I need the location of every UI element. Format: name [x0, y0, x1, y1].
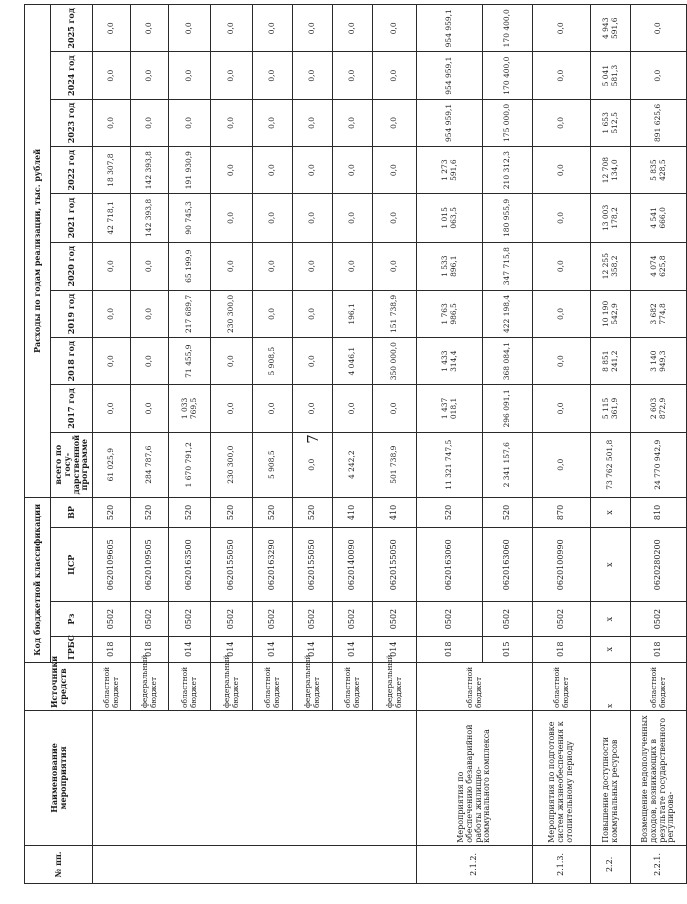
cell-year-value: 0,0 [253, 242, 293, 290]
cell-year-value: 0,0 [211, 338, 253, 385]
cell-csr: 0620163290 [253, 528, 293, 602]
cell-rz: 0502 [253, 602, 293, 636]
cell-total: 0,0 [533, 432, 591, 497]
cell-year-value: 0,0 [131, 242, 169, 290]
header-year: 2020 год [51, 242, 93, 290]
cell-year-value: 1 015 063,5 [417, 194, 483, 242]
cell-year-value: 0,0 [293, 385, 333, 432]
cell-year-value: 0,0 [211, 242, 253, 290]
cell-year-value: 296 091,1 [483, 385, 533, 432]
header-year: 2024 год [51, 52, 93, 99]
cell-year-value: 0,0 [211, 5, 253, 53]
cell-total: 0,0 [293, 432, 333, 497]
cell-total: 11 321 747,5 [417, 432, 483, 497]
cell-year-value: 954 959,1 [417, 5, 483, 53]
cell-csr: 0620109505 [131, 528, 169, 602]
cell-year-value: 0,0 [333, 385, 373, 432]
cell-vr: 520 [93, 497, 131, 527]
cell-rz: х [591, 602, 631, 636]
cell-year-value: 0,0 [131, 52, 169, 99]
header-sources: Источники средств [25, 662, 93, 710]
cell-name: Мероприятия по подготовке систем жизнеобеспечения к отопительному периоду [533, 711, 591, 846]
cell-total: 284 787,6 [131, 432, 169, 497]
budget-table-sheet [24, 4, 676, 884]
cell-csr: 0620155050 [211, 528, 253, 602]
cell-total: 1 670 791,2 [169, 432, 211, 497]
cell-name: Возмещение недополученных доходов, возникающих в результате государственного регулирова- [631, 711, 687, 846]
cell-year-value: 0,0 [131, 338, 169, 385]
cell-year-value: 0,0 [333, 242, 373, 290]
cell-year-value: 0,0 [93, 242, 131, 290]
cell-rz: 0502 [131, 602, 169, 636]
cell-year-value: 422 198,4 [483, 290, 533, 337]
cell-csr: 0620163060 [417, 528, 483, 602]
cell-year-value: 0,0 [533, 338, 591, 385]
cell-rz: 0502 [417, 602, 483, 636]
table-row [533, 5, 591, 884]
page-number: 7 [303, 434, 322, 444]
cell-csr: 0620280200 [631, 528, 687, 602]
cell-num: 2.1.3. [533, 845, 591, 883]
cell-year-value: 0,0 [253, 194, 293, 242]
cell-year-value: 3 140 949,3 [631, 338, 687, 385]
cell-year-value: 0,0 [293, 147, 333, 194]
table-row [591, 5, 631, 884]
cell-year-value: 0,0 [93, 338, 131, 385]
cell-vr: 520 [211, 497, 253, 527]
cell-csr: 0620109605 [93, 528, 131, 602]
cell-year-value: 0,0 [293, 338, 333, 385]
cell-year-value: 891 625,6 [631, 99, 687, 146]
cell-year-value: 0,0 [211, 385, 253, 432]
cell-rz: 0502 [93, 602, 131, 636]
cell-year-value: 180 955,9 [483, 194, 533, 242]
cell-year-value: 5 115 361,9 [591, 385, 631, 432]
cell-num: 2.2.1. [631, 845, 687, 883]
cell-year-value: 0,0 [333, 52, 373, 99]
cell-year-value: 0,0 [293, 242, 333, 290]
cell-rz: 0502 [333, 602, 373, 636]
cell-year-value: 0,0 [533, 52, 591, 99]
cell-year-value: 170 400,0 [483, 52, 533, 99]
cell-total: 73 762 501,8 [591, 432, 631, 497]
cell-total: 230 300,0 [211, 432, 253, 497]
cell-csr: 0620140090 [333, 528, 373, 602]
cell-year-value: 0,0 [93, 385, 131, 432]
cell-csr: 0620163500 [169, 528, 211, 602]
cell-source: областной бюджет [169, 662, 211, 710]
cell-year-value: 0,0 [93, 99, 131, 146]
cell-year-value: 0,0 [631, 5, 687, 53]
cell-vr: 520 [169, 497, 211, 527]
cell-year-value: 1 763 986,5 [417, 290, 483, 337]
cell-year-value: 0,0 [131, 99, 169, 146]
cell-year-value: 0,0 [533, 5, 591, 53]
cell-year-value: 142 393,8 [131, 194, 169, 242]
cell-year-value: 0,0 [93, 290, 131, 337]
cell-year-value: 0,0 [131, 385, 169, 432]
cell-source: областной бюджет [93, 662, 131, 710]
cell-year-value: 5 835 428,5 [631, 147, 687, 194]
cell-grbs: 014 [293, 636, 333, 662]
cell-source: областной бюджет [333, 662, 373, 710]
cell-source: областной бюджет [631, 662, 687, 710]
cell-source: областной бюджет [253, 662, 293, 710]
cell-vr: 810 [631, 497, 687, 527]
cell-rz: 0502 [293, 602, 333, 636]
cell-year-value: 0,0 [533, 194, 591, 242]
cell-name: Повышение доступности коммунальных ресурсов [591, 711, 631, 846]
cell-vr: 520 [417, 497, 483, 527]
cell-rz: 0502 [483, 602, 533, 636]
cell-year-value: 0,0 [333, 147, 373, 194]
cell-year-value: 8 851 241,2 [591, 338, 631, 385]
cell-grbs: 018 [131, 636, 169, 662]
cell-year-value: 0,0 [169, 52, 211, 99]
cell-year-value: 12 708 134,0 [591, 147, 631, 194]
cell-rz: 0502 [631, 602, 687, 636]
cell-year-value: 18 307,8 [93, 147, 131, 194]
cell-rz: 0502 [169, 602, 211, 636]
header-total: всего по госу-дарственной программе [51, 432, 93, 497]
cell-year-value: 4 943 591,6 [591, 5, 631, 53]
cell-year-value: 954 959,1 [417, 52, 483, 99]
cell-grbs: 018 [93, 636, 131, 662]
table-row [417, 5, 483, 884]
cell-year-value: 4 541 666,0 [631, 194, 687, 242]
cell-year-value: 4 074 625,8 [631, 242, 687, 290]
cell-year-value: 1 433 314,4 [417, 338, 483, 385]
cell-year-value: 0,0 [253, 290, 293, 337]
table-row [631, 5, 687, 884]
cell-year-value: 0,0 [333, 5, 373, 53]
cell-csr: х [591, 528, 631, 602]
cell-year-value: 230 300,0 [211, 290, 253, 337]
cell-num: 2.2. [591, 845, 631, 883]
cell-year-value: 0,0 [169, 5, 211, 53]
cell-year-value: 1 653 512,5 [591, 99, 631, 146]
cell-source: федеральный бюджет [293, 662, 333, 710]
cell-year-value: 170 400,0 [483, 5, 533, 53]
cell-year-value: 13 003 178,2 [591, 194, 631, 242]
cell-source: федеральный бюджет [373, 662, 417, 710]
cell-rz: 0502 [211, 602, 253, 636]
cell-year-value: 0,0 [373, 194, 417, 242]
cell-year-value: 0,0 [253, 147, 293, 194]
cell-year-value: 0,0 [93, 52, 131, 99]
cell-year-value: 10 190 542,9 [591, 290, 631, 337]
cell-year-value: 0,0 [533, 147, 591, 194]
cell-year-value: 4 046,1 [333, 338, 373, 385]
cell-csr: 0620163060 [483, 528, 533, 602]
cell-year-value: 175 000,0 [483, 99, 533, 146]
cell-total: 61 025,9 [93, 432, 131, 497]
cell-year-value: 347 715,8 [483, 242, 533, 290]
cell-year-value: 0,0 [373, 147, 417, 194]
cell-grbs: 015 [483, 636, 533, 662]
cell-total: 2 341 157,6 [483, 432, 533, 497]
cell-total: 5 908,5 [253, 432, 293, 497]
cell-year-value: 0,0 [533, 242, 591, 290]
header-year: 2018 год [51, 338, 93, 385]
header-year: 2019 год [51, 290, 93, 337]
cell-year-value: 0,0 [333, 99, 373, 146]
cell-grbs: 014 [333, 636, 373, 662]
cell-year-value: 0,0 [333, 194, 373, 242]
cell-total: 24 770 942,9 [631, 432, 687, 497]
cell-year-value: 42 718,1 [93, 194, 131, 242]
cell-year-value: 191 930,9 [169, 147, 211, 194]
cell-grbs: 014 [373, 636, 417, 662]
cell-year-value: 0,0 [131, 290, 169, 337]
cell-year-value: 0,0 [293, 290, 333, 337]
cell-rz: 0502 [373, 602, 417, 636]
cell-year-value: 0,0 [253, 5, 293, 53]
cell-total: 501 738,9 [373, 432, 417, 497]
header-rz: Рз [51, 602, 93, 636]
cell-year-value: 210 312,3 [483, 147, 533, 194]
cell-year-value: 954 959,1 [417, 99, 483, 146]
cell-grbs: 018 [533, 636, 591, 662]
cell-year-value: 5 041 581,3 [591, 52, 631, 99]
cell-year-value: 0,0 [631, 52, 687, 99]
cell-vr: х [591, 497, 631, 527]
cell-year-value: 0,0 [533, 385, 591, 432]
cell-vr: 520 [483, 497, 533, 527]
header-name: Наименование мероприятия [25, 711, 93, 846]
cell-year-value: 12 255 358,2 [591, 242, 631, 290]
cell-year-value: 0,0 [533, 99, 591, 146]
cell-year-value: 3 682 774,8 [631, 290, 687, 337]
cell-year-value: 5 908,5 [253, 338, 293, 385]
cell-csr: 0620155050 [293, 528, 333, 602]
cell-year-value: 217 689,7 [169, 290, 211, 337]
header-year: 2021 год [51, 194, 93, 242]
cell-year-value: 0,0 [373, 52, 417, 99]
cell-year-value: 0,0 [93, 5, 131, 53]
header-year: 2023 год [51, 99, 93, 146]
header-num: № пп. [25, 845, 93, 883]
cell-year-value: 1 533 896,1 [417, 242, 483, 290]
cell-year-value: 0,0 [131, 5, 169, 53]
header-year: 2025 год [51, 5, 93, 53]
cell-source: х [591, 662, 631, 710]
cell-grbs: 014 [211, 636, 253, 662]
cell-year-value: 0,0 [373, 242, 417, 290]
cell-year-value: 0,0 [293, 99, 333, 146]
cell-grbs: х [591, 636, 631, 662]
cell-year-value: 0,0 [253, 99, 293, 146]
header-expenses: Расходы по годам реализации, тыс. рублей [25, 5, 51, 498]
cell-year-value: 0,0 [293, 5, 333, 53]
cell-rz: 0502 [533, 602, 591, 636]
cell-total: 4 242,2 [333, 432, 373, 497]
cell-year-value: 90 745,3 [169, 194, 211, 242]
header-year: 2017 год [51, 385, 93, 432]
cell-year-value: 196,1 [333, 290, 373, 337]
cell-vr: 410 [333, 497, 373, 527]
cell-grbs: 014 [253, 636, 293, 662]
cell-csr: 0620100990 [533, 528, 591, 602]
header-year: 2022 год [51, 147, 93, 194]
cell-num: 2.1.2. [417, 845, 533, 883]
cell-year-value: 151 738,9 [373, 290, 417, 337]
header-vr: ВР [51, 497, 93, 527]
header-budget-code: Код бюджетной классификации [25, 497, 51, 662]
cell-year-value: 2 603 872,9 [631, 385, 687, 432]
cell-year-value: 0,0 [253, 385, 293, 432]
cell-year-value: 350 000,0 [373, 338, 417, 385]
cell-num [93, 845, 417, 883]
cell-grbs: 018 [631, 636, 687, 662]
cell-vr: 520 [253, 497, 293, 527]
cell-year-value: 1 273 591,6 [417, 147, 483, 194]
cell-year-value: 1 437 018,1 [417, 385, 483, 432]
cell-year-value: 0,0 [373, 5, 417, 53]
cell-year-value: 0,0 [293, 194, 333, 242]
cell-name [93, 711, 417, 846]
cell-year-value: 0,0 [293, 52, 333, 99]
cell-year-value: 0,0 [211, 99, 253, 146]
cell-year-value: 0,0 [373, 385, 417, 432]
header-csr: ЦСР [51, 528, 93, 602]
cell-source: областной бюджет [533, 662, 591, 710]
cell-year-value: 1 033 769,5 [169, 385, 211, 432]
cell-vr: 410 [373, 497, 417, 527]
budget-table [24, 4, 687, 884]
cell-year-value: 0,0 [211, 52, 253, 99]
cell-year-value: 0,0 [533, 290, 591, 337]
cell-grbs: 014 [169, 636, 211, 662]
cell-year-value: 0,0 [373, 99, 417, 146]
cell-year-value: 71 455,9 [169, 338, 211, 385]
cell-vr: 520 [131, 497, 169, 527]
cell-year-value: 0,0 [211, 147, 253, 194]
cell-source: федеральный бюджет [211, 662, 253, 710]
cell-csr: 0620155050 [373, 528, 417, 602]
cell-vr: 520 [293, 497, 333, 527]
cell-year-value: 142 393,8 [131, 147, 169, 194]
cell-year-value: 65 199,9 [169, 242, 211, 290]
cell-vr: 870 [533, 497, 591, 527]
cell-year-value: 368 084,1 [483, 338, 533, 385]
cell-year-value: 0,0 [211, 194, 253, 242]
cell-source: областной бюджет [417, 662, 533, 710]
cell-source: федеральный бюджет [131, 662, 169, 710]
table-row [93, 5, 131, 884]
header-grbs: ГРБС [51, 636, 93, 662]
cell-year-value: 0,0 [253, 52, 293, 99]
cell-year-value: 0,0 [169, 99, 211, 146]
cell-name: Мероприятия по обеспечению безаварийной работы жилищно-коммунального комплекса [417, 711, 533, 846]
cell-grbs: 018 [417, 636, 483, 662]
